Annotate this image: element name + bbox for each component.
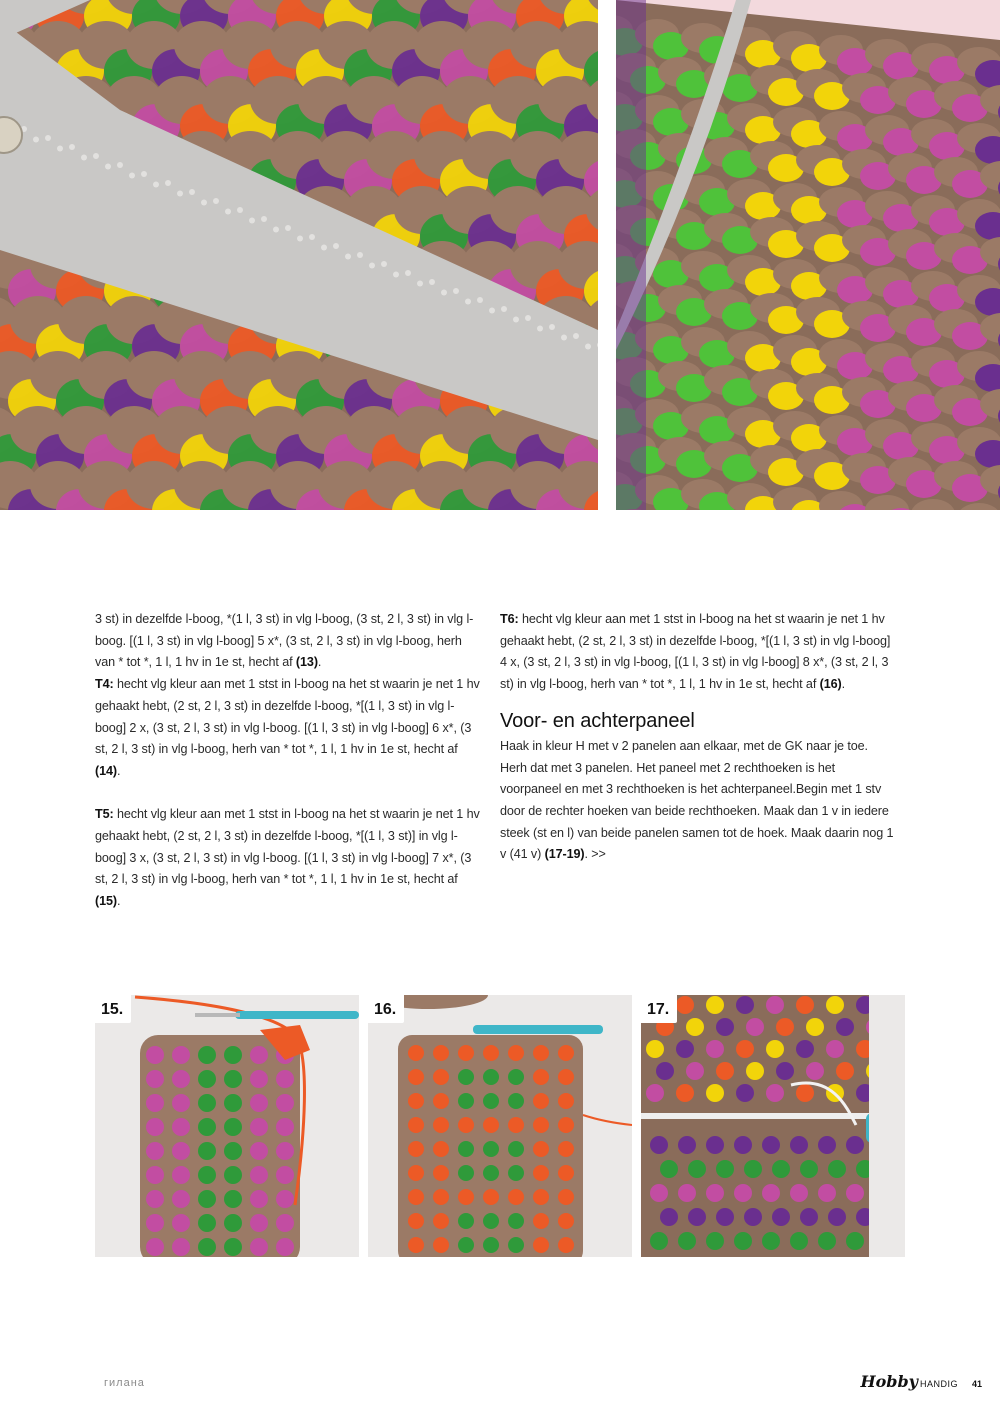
paragraph-panels (500, 736, 895, 866)
text-run: . (317, 655, 322, 670)
step-label: 15. (95, 995, 131, 1023)
text-run: . (117, 894, 121, 909)
text-run: hecht vlg kleur aan met 1 stst in l-boog na het st waarin je net 1 hv gehaakt hebt, (2 st, 2 l, 3 st) in dezelfde l-boog, *[(1 l, 3 st) in vlg l-boog] 2 x, (3 st, 2 l, 3 st) in vlg l-boog. [(1 l, 3 st) in vlg l-boog] 6 x*, (3 st, 2 l, 3 st) in vlg l-boog, herh van * tot *, 1 l, 1 hv in 1e st, hecht af (95, 677, 480, 757)
paragraph-round-6 (500, 609, 895, 696)
step-photo-16 (368, 995, 632, 1257)
text-run: . (841, 677, 846, 692)
paragraph-round-3-end (95, 609, 483, 674)
hero-photo-left (0, 0, 598, 510)
footer-watermark: гилана (104, 1377, 145, 1389)
bold-run: T5: (95, 807, 114, 822)
bold-run: T6: (500, 612, 519, 626)
bold-run: (16) (819, 677, 842, 692)
paragraph-round-4 (95, 674, 483, 783)
text-column-right (500, 609, 895, 866)
text-run: . (117, 763, 121, 778)
page-number: 41 (971, 1379, 982, 1389)
text-run: Haak in kleur H met v 2 panelen aan elkaar, met de GK naar je toe. Herh dat met 3 panelen. Het paneel met 2 rechthoeken is het voorpaneel en met 3 rechthoeken is het achterpaneel.Begin met 1 stv door de rechter hoeken van beide rechthoeken. Maak dan 1 v in iedere steek (st en l) van beide panelen samen tot de hoek. Maak daarin nog 1 v (41 v) (500, 738, 894, 862)
bold-run: T4: (95, 677, 114, 692)
step-photo-17 (641, 995, 905, 1257)
section-heading: Voor- en achterpaneel (500, 709, 695, 732)
hero-photo-right (616, 0, 1000, 510)
bold-run: (13) (295, 655, 318, 670)
text-column-left (95, 609, 483, 913)
paragraph-round-5 (95, 804, 483, 913)
text-run: hecht vlg kleur aan met 1 stst in l-boog na het st waarin je net 1 hv gehaakt hebt, (2 st, 2 l, 3 st) in dezelfde l-boog, *[(1 l, 3 st) in vlg l-boog] 4 x, (3 st, 2 l, 3 st) in vlg l-boog, [(1 l, 3 st) in vlg l-boog] 8 x*, (3 st, 2 l, 3 st) in vlg l-boog, herh van * tot *, 1 l, 1 hv in 1e st, hecht af (500, 612, 891, 692)
brand-logo-handig: HANDIG (919, 1379, 958, 1389)
bold-run: (15) (95, 894, 117, 909)
brand-logo-hobby: Hobby (860, 1372, 918, 1391)
text-run: hecht vlg kleur aan met 1 stst in l-boog na het st waarin je net 1 hv gehaakt hebt, (2 st, 2 l, 3 st) in dezelfde l-boog, *[(1 l, 3 st)] in vlg l-boog] 3 x, (3 st, 2 l, 3 st) in vlg l-boog. [(1 l, 3 st) in vlg l-boog] 7 x*, (3 st, 2 l, 3 st) in vlg l-boog, herh van * tot *, 1 l, 1 hv in 1e st, hecht af (95, 807, 480, 887)
text-run: 3 st) in dezelfde l-boog, *(1 l, 3 st) in vlg l-boog, (3 st, 2 l, 3 st) in vlg l-boog. [(1 l, 3 st) in vlg l-boog] 5 x*, (3 st, 2 l, 3 st) in vlg l-boog, herh van * tot *, 1 l, 1 hv in 1e st, hecht af (95, 612, 474, 670)
step-label: 16. (368, 995, 404, 1023)
text-run: . >> (584, 847, 606, 862)
bold-run: (17-19) (544, 847, 585, 862)
bold-run: (14) (95, 763, 117, 778)
step-label: 17. (641, 995, 677, 1023)
step-photo-15 (95, 995, 359, 1257)
footer-brand (861, 1372, 983, 1391)
